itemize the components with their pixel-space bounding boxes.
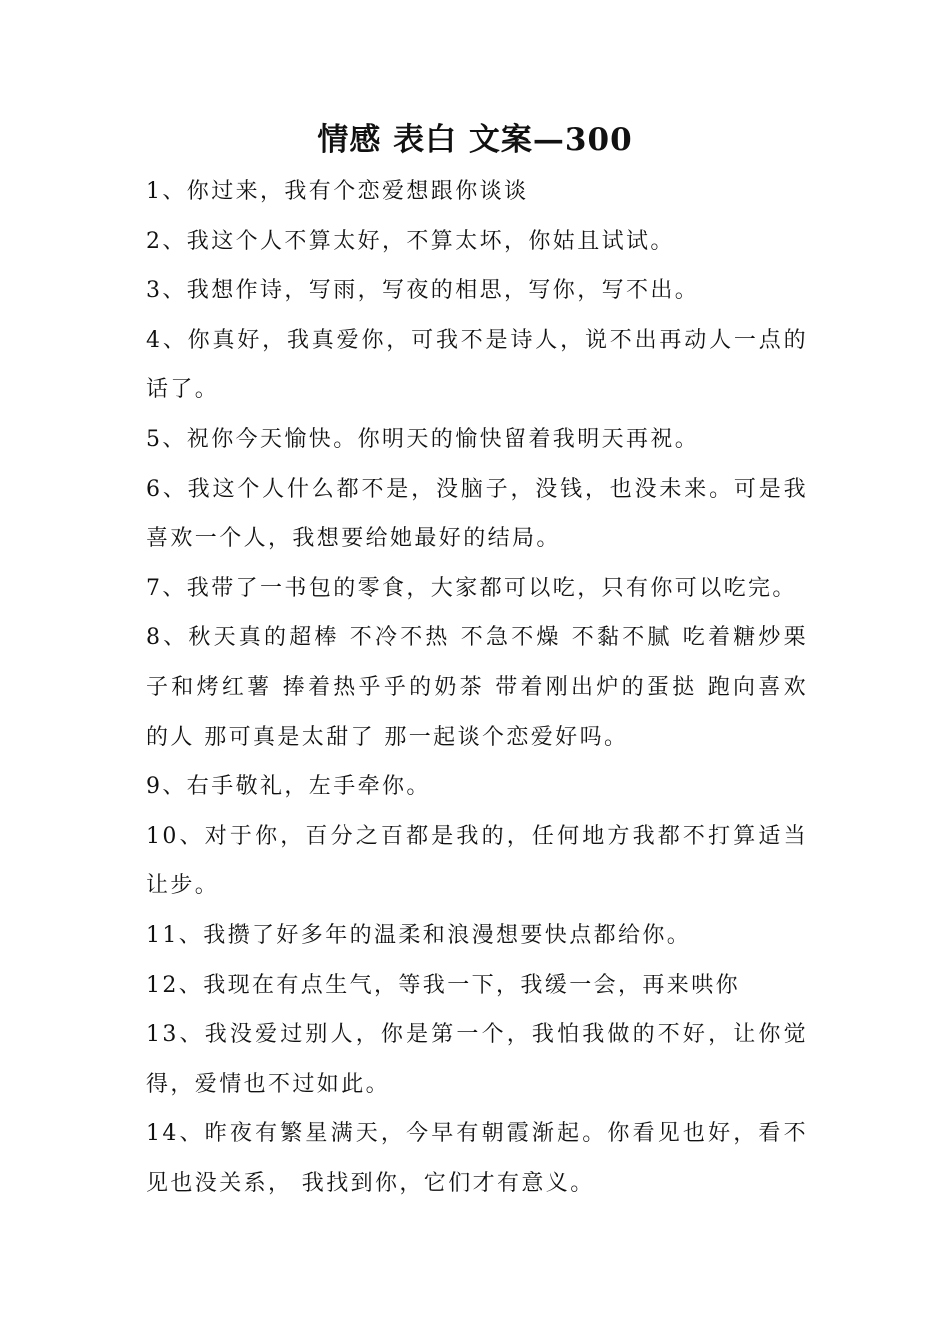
list-item: 5、祝你今天愉快。你明天的愉快留着我明天再祝。	[146, 426, 700, 452]
list-item: 10、对于你，百分之百都是我的，任何地方我都不打算适当让步。	[146, 823, 808, 899]
list-item: 4、你真好，我真爱你，可我不是诗人，说不出再动人一点的话了。	[146, 327, 808, 403]
list-item: 8、秋天真的超棒 不冷不热 不急不燥 不黏不腻 吃着糖炒栗子和烤红薯 捧着热乎乎的奶茶 带着刚出炉的蛋挞 跑向喜欢的人 那可真是太甜了 那一起谈个恋爱好吗。	[146, 625, 808, 750]
document-title: 情感 表白 文案—300	[317, 122, 633, 158]
list-item: 14、昨夜有繁星满天，今早有朝霞渐起。你看见也好，看不见也没关系， 我找到你，它们才有意义。	[146, 1121, 808, 1196]
document-body	[146, 167, 808, 1208]
list-item: 2、我这个人不算太好，不算太坏，你姑且试试。	[146, 228, 675, 254]
list-item: 3、我想作诗，写雨，写夜的相思，写你，写不出。	[146, 278, 700, 304]
list-item: 13、我没爱过别人，你是第一个，我怕我做的不好，让你觉得，爱情也不过如此。	[146, 1022, 808, 1097]
list-item: 12、我现在有点生气，等我一下，我缓一会，再来哄你	[146, 972, 740, 998]
list-item: 1、你过来，我有个恋爱想跟你谈谈	[146, 179, 529, 204]
list-item: 7、我带了一书包的零食，大家都可以吃，只有你可以吃完。	[146, 575, 797, 601]
list-item: 6、我这个人什么都不是，没脑子，没钱，也没未来。可是我喜欢一个人，我想要给她最好的结局。	[146, 476, 808, 552]
list-item: 11、我攒了好多年的温柔和浪漫想要快点都给你。	[146, 922, 692, 948]
list-item: 9、右手敬礼，左手牵你。	[146, 774, 431, 800]
